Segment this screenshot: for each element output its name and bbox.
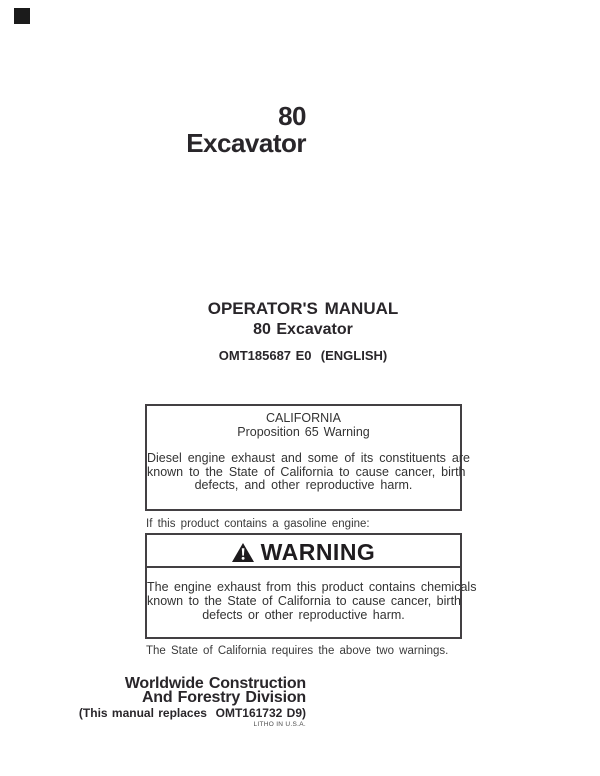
- california-body-line: defects, and other reproductive harm.: [194, 478, 413, 492]
- doc-number: OMT185687 E0 (ENGLISH): [218, 348, 388, 363]
- division-name-line2: And Forestry Division: [141, 689, 306, 706]
- california-box-body: [147, 451, 470, 493]
- california-body-line: known to the State of California to cause cancer, birth: [147, 464, 466, 479]
- product-name: Excavator: [186, 128, 306, 158]
- model-number: 80: [278, 101, 306, 131]
- warning-label: WARNING: [260, 538, 376, 565]
- warning-header: [147, 538, 460, 565]
- gasoline-engine-note: If this product contains a gasoline engine:: [146, 518, 370, 530]
- manual-title: OPERATOR'S MANUAL: [207, 299, 399, 318]
- warning-box: [145, 533, 477, 639]
- warning-body-line: The engine exhaust from this product contains chemicals: [147, 580, 477, 594]
- replaces-note: (This manual replaces OMT161732 D9): [78, 706, 306, 720]
- manual-subtitle: 80 Excavator: [253, 321, 353, 338]
- division-name-line1: Worldwide Construction: [124, 675, 306, 692]
- corner-print-mark: [14, 8, 30, 24]
- california-box-title: [147, 412, 460, 439]
- warning-body-line: defects or other reproductive harm.: [202, 608, 405, 622]
- california-warning-box: [145, 404, 470, 511]
- california-title-line2: Proposition 65 Warning: [237, 424, 370, 439]
- manual-title-block: [3, 299, 600, 363]
- state-requirement-note: The State of California requires the above two warnings.: [146, 645, 449, 657]
- warning-triangle-icon: [232, 543, 254, 562]
- warning-body-line: known to the State of California to cause cancer, birth: [147, 594, 462, 608]
- division-footer-block: [0, 677, 306, 729]
- warning-divider: [147, 566, 460, 568]
- litho-note: LITHO IN U.S.A.: [253, 721, 306, 728]
- warning-box-body: [147, 580, 477, 622]
- california-body-line: Diesel engine exhaust and some of its constituents are: [147, 451, 470, 465]
- model-title-block: [0, 103, 306, 157]
- california-title-line1: CALIFORNIA: [265, 411, 341, 425]
